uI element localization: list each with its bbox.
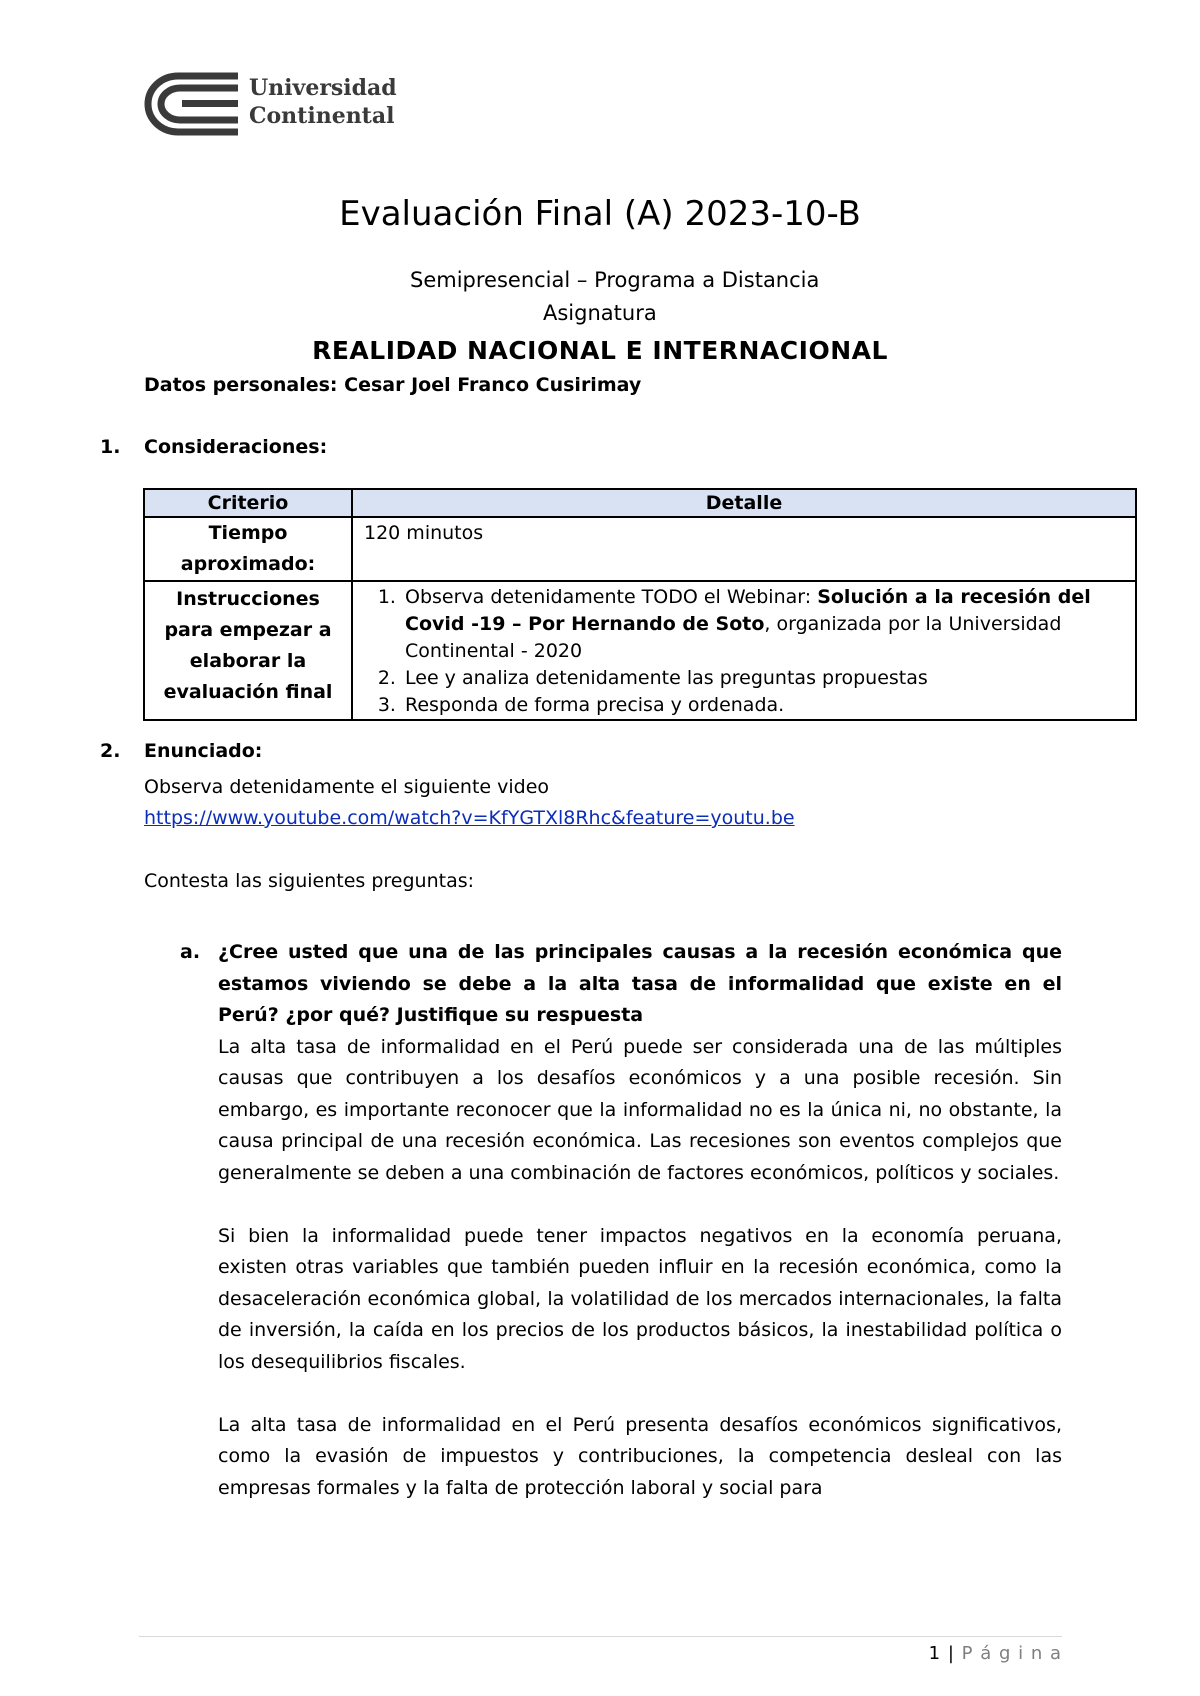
personal-data-label: Datos personales: xyxy=(144,374,338,396)
page-footer xyxy=(929,1643,1062,1664)
video-link[interactable]: https://www.youtube.com/watch?v=KfYGTXl8Rhc&feature=youtu.be xyxy=(144,807,795,829)
question-body xyxy=(218,937,1062,1504)
list-item xyxy=(402,665,1125,692)
list-item xyxy=(402,692,1125,719)
footer-divider xyxy=(139,1636,1062,1637)
section-heading-statement xyxy=(100,740,262,762)
table-header-detail: Detalle xyxy=(352,489,1136,517)
question-label: a. xyxy=(180,941,201,963)
modality-subtitle: Semipresencial – Programa a Distancia xyxy=(410,268,820,292)
section-title: Consideraciones: xyxy=(144,436,328,458)
table-header-row xyxy=(144,489,1136,517)
list-item-text: Responda de forma precisa y ordenada. xyxy=(405,694,785,716)
page-label: P á g i n a xyxy=(961,1643,1062,1664)
logo-line-1: Universidad xyxy=(249,75,397,101)
table-cell-detail xyxy=(352,581,1136,720)
student-name: Cesar Joel Franco Cusirimay xyxy=(344,374,642,396)
criteria-table xyxy=(143,488,1137,721)
instructions-list xyxy=(364,584,1125,719)
section-number: 2. xyxy=(100,740,121,762)
document-title: Evaluación Final (A) 2023-10-B xyxy=(339,194,861,234)
section-heading-considerations xyxy=(100,436,327,458)
footer-separator: | xyxy=(947,1643,955,1664)
logo-wordmark xyxy=(249,74,397,130)
university-logo xyxy=(142,70,402,140)
personal-data xyxy=(144,374,641,396)
table-cell-detail: 120 minutos xyxy=(352,517,1136,581)
logo-line-2: Continental xyxy=(249,103,395,129)
table-header-criterion: Criterio xyxy=(144,489,352,517)
section-number: 1. xyxy=(100,436,121,458)
question-text: ¿Cree usted que una de las principales causas a la recesión económica que estamos viviendo se debe a la alta tasa de informalidad que existe en el Perú? ¿por qué? Justifique su respuesta xyxy=(218,941,1062,1026)
table-row xyxy=(144,581,1136,720)
list-item-text: Observa detenidamente TODO el Webinar: xyxy=(405,586,818,608)
video-intro: Observa detenidamente el siguiente video xyxy=(144,776,550,798)
table-cell-criterion: Instrucciones para empezar a elaborar la evaluación final xyxy=(144,581,352,720)
list-item-text: Lee y analiza detenidamente las preguntas propuestas xyxy=(405,667,928,689)
answer-paragraph: La alta tasa de informalidad en el Perú presenta desafíos económicos significativos, como la evasión de impuestos y contribuciones, la competencia desleal con las empresas formales y la falta de protección laboral y social para xyxy=(218,1413,1062,1499)
answer-paragraph: La alta tasa de informalidad en el Perú puede ser considerada una de las múltiples causas que contribuyen a los desafíos económicos y a una posible recesión. Sin embargo, es importante reconocer que la informalidad no es la única ni, no obstante, la causa principal de una recesión económica. Las recesiones son eventos complejos que generalmente se deben a una combinación de factores económicos, políticos y sociales. xyxy=(218,1035,1062,1184)
course-name: REALIDAD NACIONAL E INTERNACIONAL xyxy=(312,336,888,365)
continental-logo-icon xyxy=(142,70,242,138)
list-item xyxy=(402,584,1125,665)
table-cell-criterion: Tiempo aproximado: xyxy=(144,517,352,581)
webinar-title: Solución a la recesión del Covid -19 – Por Hernando de Soto xyxy=(405,586,1091,635)
answer-paragraph: Si bien la informalidad puede tener impactos negativos en la economía peruana, existen otras variables que también pueden influir en la recesión económica, como la desaceleración económica global, la volatilidad de los mercados internacionales, la falta de inversión, la caída en los precios de los productos básicos, la inestabilidad política o los desequilibrios fiscales. xyxy=(218,1224,1062,1373)
section-title: Enunciado: xyxy=(144,740,263,762)
questions-instruction: Contesta las siguientes preguntas: xyxy=(144,870,475,892)
table-row xyxy=(144,517,1136,581)
subject-label: Asignatura xyxy=(543,301,657,325)
page-number: 1 xyxy=(928,1643,942,1664)
list-item-text: , organizada por la Universidad Continental - 2020 xyxy=(405,613,1062,662)
